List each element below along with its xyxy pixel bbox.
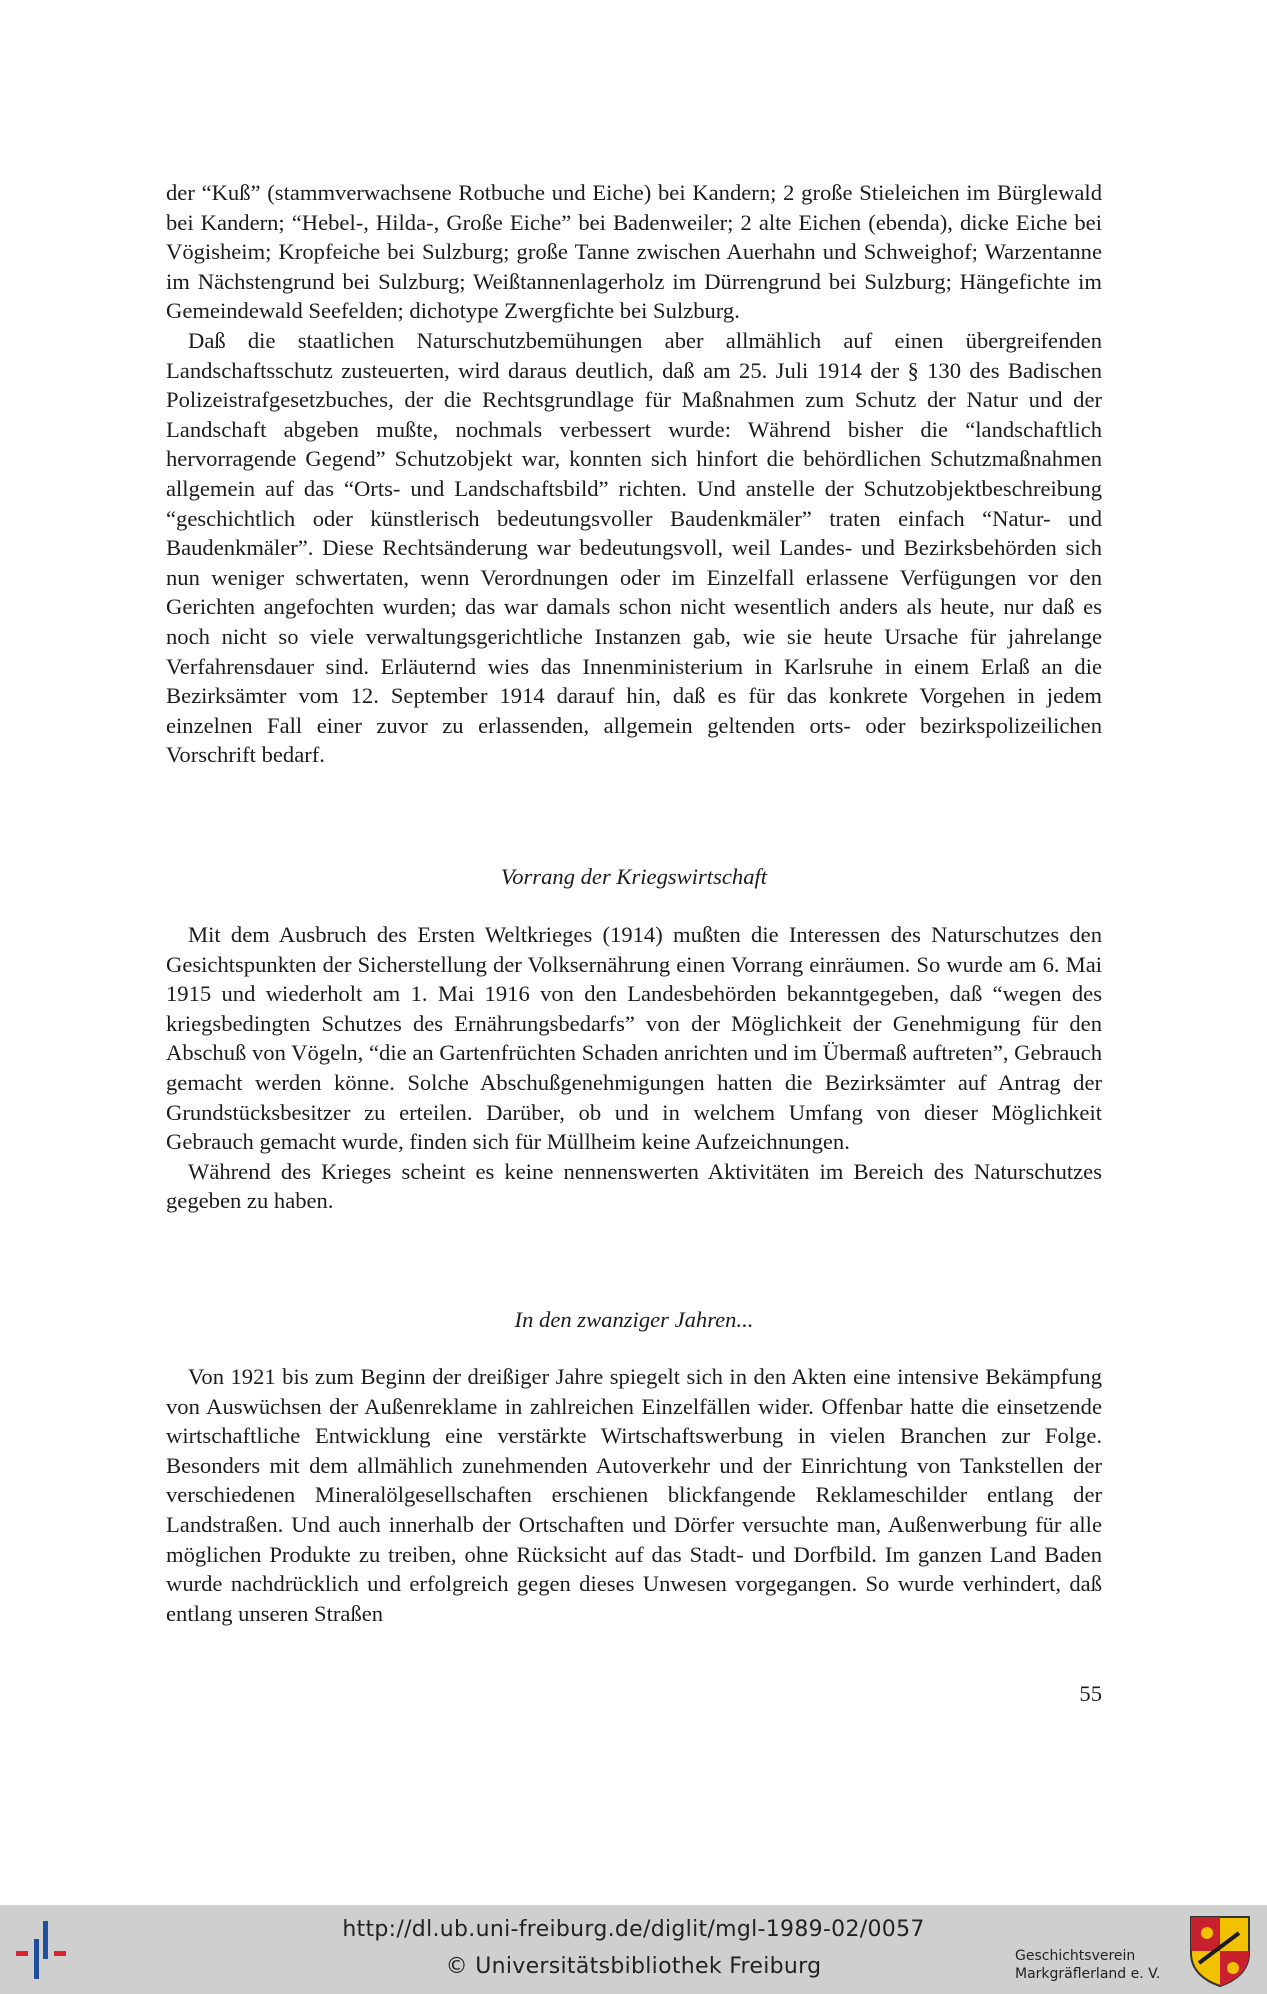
copyright-text: © Universitätsbibliothek Freiburg bbox=[445, 1954, 822, 1979]
coat-of-arms-icon bbox=[1187, 1913, 1253, 1989]
paragraph-during-war: Während des Krieges scheint es keine nennenswerten Aktivitäten im Bereich des Naturschutzes gegeben zu haben. bbox=[166, 1158, 1102, 1214]
library-logo-icon[interactable] bbox=[12, 1917, 82, 1983]
paragraph-landscape-protection: Daß die staatlichen Naturschutzbemühungen aber allmählich auf einen übergreifenden Landschaftsschutz zusteuerten, wird daraus deutlich, daß am 25. Juli 1914 der § 130 des Badischen Polizeistrafgesetzbuches, der die Rechtsgrundlage für Maßnahmen zum Schutz der Natur und der Landschaft abgeben mußte, nochmals verbessert wurde: Während bisher die “landschaftlich hervorragende Gegend” Schutzobjekt war, konnten sich hinfort die behördlichen Schutzmaßnahmen allgemein auf das “Orts- und Landschaftsbild” richten. Und anstelle der Schutzobjektbeschreibung “geschichtlich oder künstlerisch bedeutungsvoller Baudenkmäler” traten einfach “Natur- und Baudenkmäler”. Diese Rechtsänderung war bedeutungsvoll, weil Landes- und Bezirksbehörden sich nun weniger schwertaten, wenn Verordnungen oder im Einzelfall erlassene Verfügungen vor den Gerichten angefochten wurden; das war damals schon nicht wesentlich anders als heute, nur daß es noch nicht so viele verwaltungsgerichtliche Instanzen gab, wie sie heute Ursache für jahrelange Verfahrensdauer sind. Erläuternd wies das Innenministerium in Karlsruhe in einem Erlaß an die Bezirksämter vom 12. September 1914 darauf hin, daß es für das konkrete Vorgehen in jedem einzelnen Fall einer zuvor zu erlassenden, allgemein geltenden orts- oder bezirkspolizeilichen Vorschrift bedarf. bbox=[166, 327, 1102, 768]
section-heading-war-economy: Vorrang der Kriegswirtschaft bbox=[500, 864, 768, 889]
footer-bar bbox=[0, 1905, 1267, 1994]
paragraph-advertising: Von 1921 bis zum Beginn der dreißiger Jahre spiegelt sich in den Akten eine intensive Bekämpfung von Auswüchsen der Außenreklame in zahlreichen Einzelfällen wider. Offenbar hatte die einsetzende wirtschaftliche Entwicklung eine verstärkte Wirtschaftswerbung in vielen Branchen zur Folge. Besonders mit dem allmählich zunehmenden Autoverkehr und der Einrichtung von Tankstellen der verschiedenen Mineralölgesellschaften erschienen blickfangende Reklameschilder entlang der Landstraßen. Und auch innerhalb der Ortschaften und Dörfer versuchte man, Außenwerbung für alle möglichen Produkte zu treiben, ohne Rücksicht auf das Stadt- und Dorfbild. Im ganzen Land Baden wurde nachdrücklich und erfolgreich gegen dieses Unwesen vorgegangen. So wurde verhindert, daß entlang unseren Straßen bbox=[166, 1364, 1102, 1626]
society-name-line1: Geschichtsverein bbox=[1015, 1948, 1136, 1964]
society-name-line2: Markgräflerland e. V. bbox=[1015, 1966, 1161, 1982]
source-url-link[interactable]: http://dl.ub.uni-freiburg.de/diglit/mgl-1989-02/0057 bbox=[342, 1917, 925, 1942]
page-number: 55 bbox=[1079, 1681, 1102, 1706]
society-name bbox=[1015, 1947, 1185, 1983]
body-text-middle bbox=[166, 920, 1102, 1216]
body-text-bottom bbox=[166, 1362, 1102, 1628]
paragraph-world-war: Mit dem Ausbruch des Ersten Weltkrieges (1914) mußten die Interessen des Naturschutzes den Gesichtspunkten der Sicherstellung der Volksernährung einen Vorrang einräumen. So wurde am 6. Mai 1915 und wiederholt am 1. Mai 1916 von den Landesbehörden bekanntgegeben, daß “wegen des kriegsbedingten Schutzes des Ernährungsbedarfs” von der Möglichkeit der Genehmigung für den Abschuß von Vögeln, “die an Gartenfrüchten Schaden anrichten und im Übermaß auftreten”, Gebrauch gemacht werden könne. Solche Abschußgenehmigungen hatten die Bezirksämter auf Antrag der Grundstücksbesitzer zu erteilen. Darüber, ob und in welchem Umfang von dieser Möglichkeit Gebrauch gemacht wurde, finden sich für Müllheim keine Aufzeichnungen. bbox=[166, 922, 1102, 1155]
paragraph-tree-list: der “Kuß” (stammverwachsene Rotbuche und Eiche) bei Kandern; 2 große Stieleichen im Bürglewald bei Kandern; “Hebel-, Hilda-, Große Eiche” bei Badenweiler; 2 alte Eichen (ebenda), dicke Eiche bei Vögisheim; Kropfeiche bei Sulzburg; große Tanne zwischen Auerhahn und Schweighof; Warzentanne im Nächstengrund bei Sulzburg; Weißtannenlagerholz im Dürrengrund bei Sulzburg; Hängefichte im Gemeindewald Seefelden; dichotype Zwergfichte bei Sulzburg. bbox=[166, 180, 1102, 324]
body-text-top bbox=[166, 178, 1102, 770]
section-heading-twenties: In den zwanziger Jahren... bbox=[514, 1307, 754, 1332]
